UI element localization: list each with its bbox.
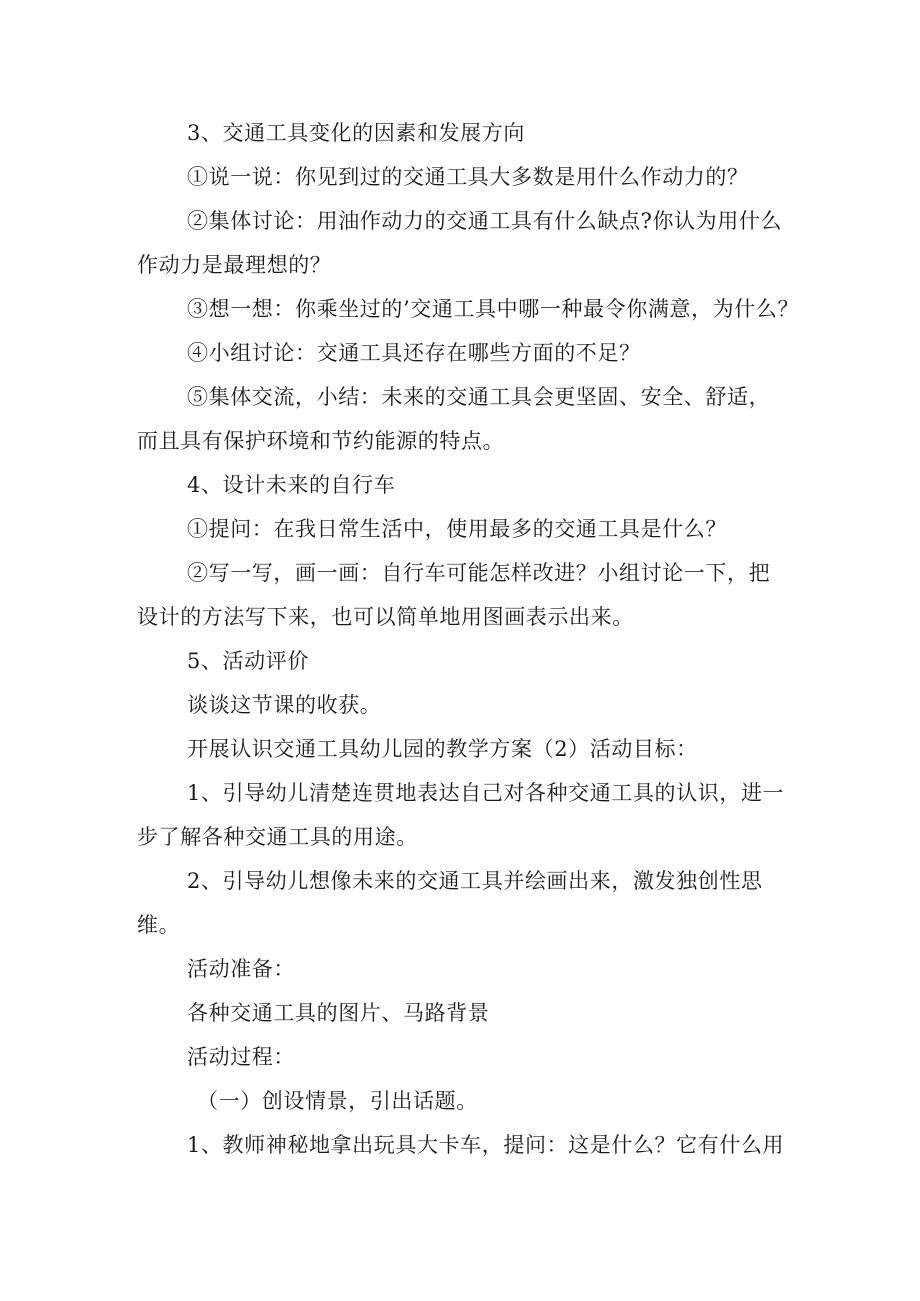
paragraph-line: ②集体讨论：用油作动力的交通工具有什么缺点?你认为用什么 — [187, 209, 783, 233]
paragraph-line: 各种交通工具的图片、马路背景 — [187, 1001, 490, 1025]
paragraph-line: 作动力是最理想的？ — [137, 253, 332, 277]
paragraph-line: 设计的方法写下来，也可以简单地用图画表示出来。 — [137, 605, 634, 629]
section-heading-4: 4、设计未来的自行车 — [187, 473, 396, 497]
paragraph-line: 1、教师神秘地拿出玩具大卡车，提问：这是什么？它有什么用 — [187, 1133, 785, 1157]
paragraph-line: ⑤集体交流，小结：未来的交通工具会更坚固、安全、舒适， — [187, 385, 771, 409]
paragraph-line: 2、引导幼儿想像未来的交通工具并绘画出来，激发独创性思 — [187, 869, 763, 893]
section-heading-process: 活动过程： — [187, 1045, 295, 1069]
section-heading-5: 5、活动评价 — [187, 649, 309, 673]
paragraph-line: 维。 — [137, 913, 181, 937]
paragraph-line: ①提问：在我日常生活中，使用最多的交通工具是什么？ — [187, 517, 727, 541]
paragraph-line: 1、引导幼儿清楚连贯地表达自己对各种交通工具的认识，进一 — [187, 781, 785, 805]
paragraph-line: 而且具有保护环境和节约能源的特点。 — [137, 429, 505, 453]
paragraph-line: ①说一说：你见到过的交通工具大多数是用什么作动力的？ — [187, 165, 749, 189]
section-heading-3: 3、交通工具变化的因素和发展方向 — [187, 121, 525, 145]
subsection-heading: （一）创设情景，引出话题。 — [197, 1089, 478, 1113]
paragraph-line: 谈谈这节课的收获。 — [187, 693, 382, 717]
paragraph-line: ④小组讨论：交通工具还存在哪些方面的不足？ — [187, 341, 641, 365]
paragraph-line: ③想一想：你乘坐过的’交通工具中哪一种最令你满意，为什么？ — [187, 297, 800, 321]
paragraph-line: 步了解各种交通工具的用途。 — [137, 825, 418, 849]
section-heading-preparation: 活动准备： — [187, 957, 295, 981]
paragraph-line: ②写一写，画一画：自行车可能怎样改进？小组讨论一下，把 — [187, 561, 771, 585]
plan-title-line: 开展认识交通工具幼儿园的教学方案（2）活动目标： — [187, 737, 698, 761]
